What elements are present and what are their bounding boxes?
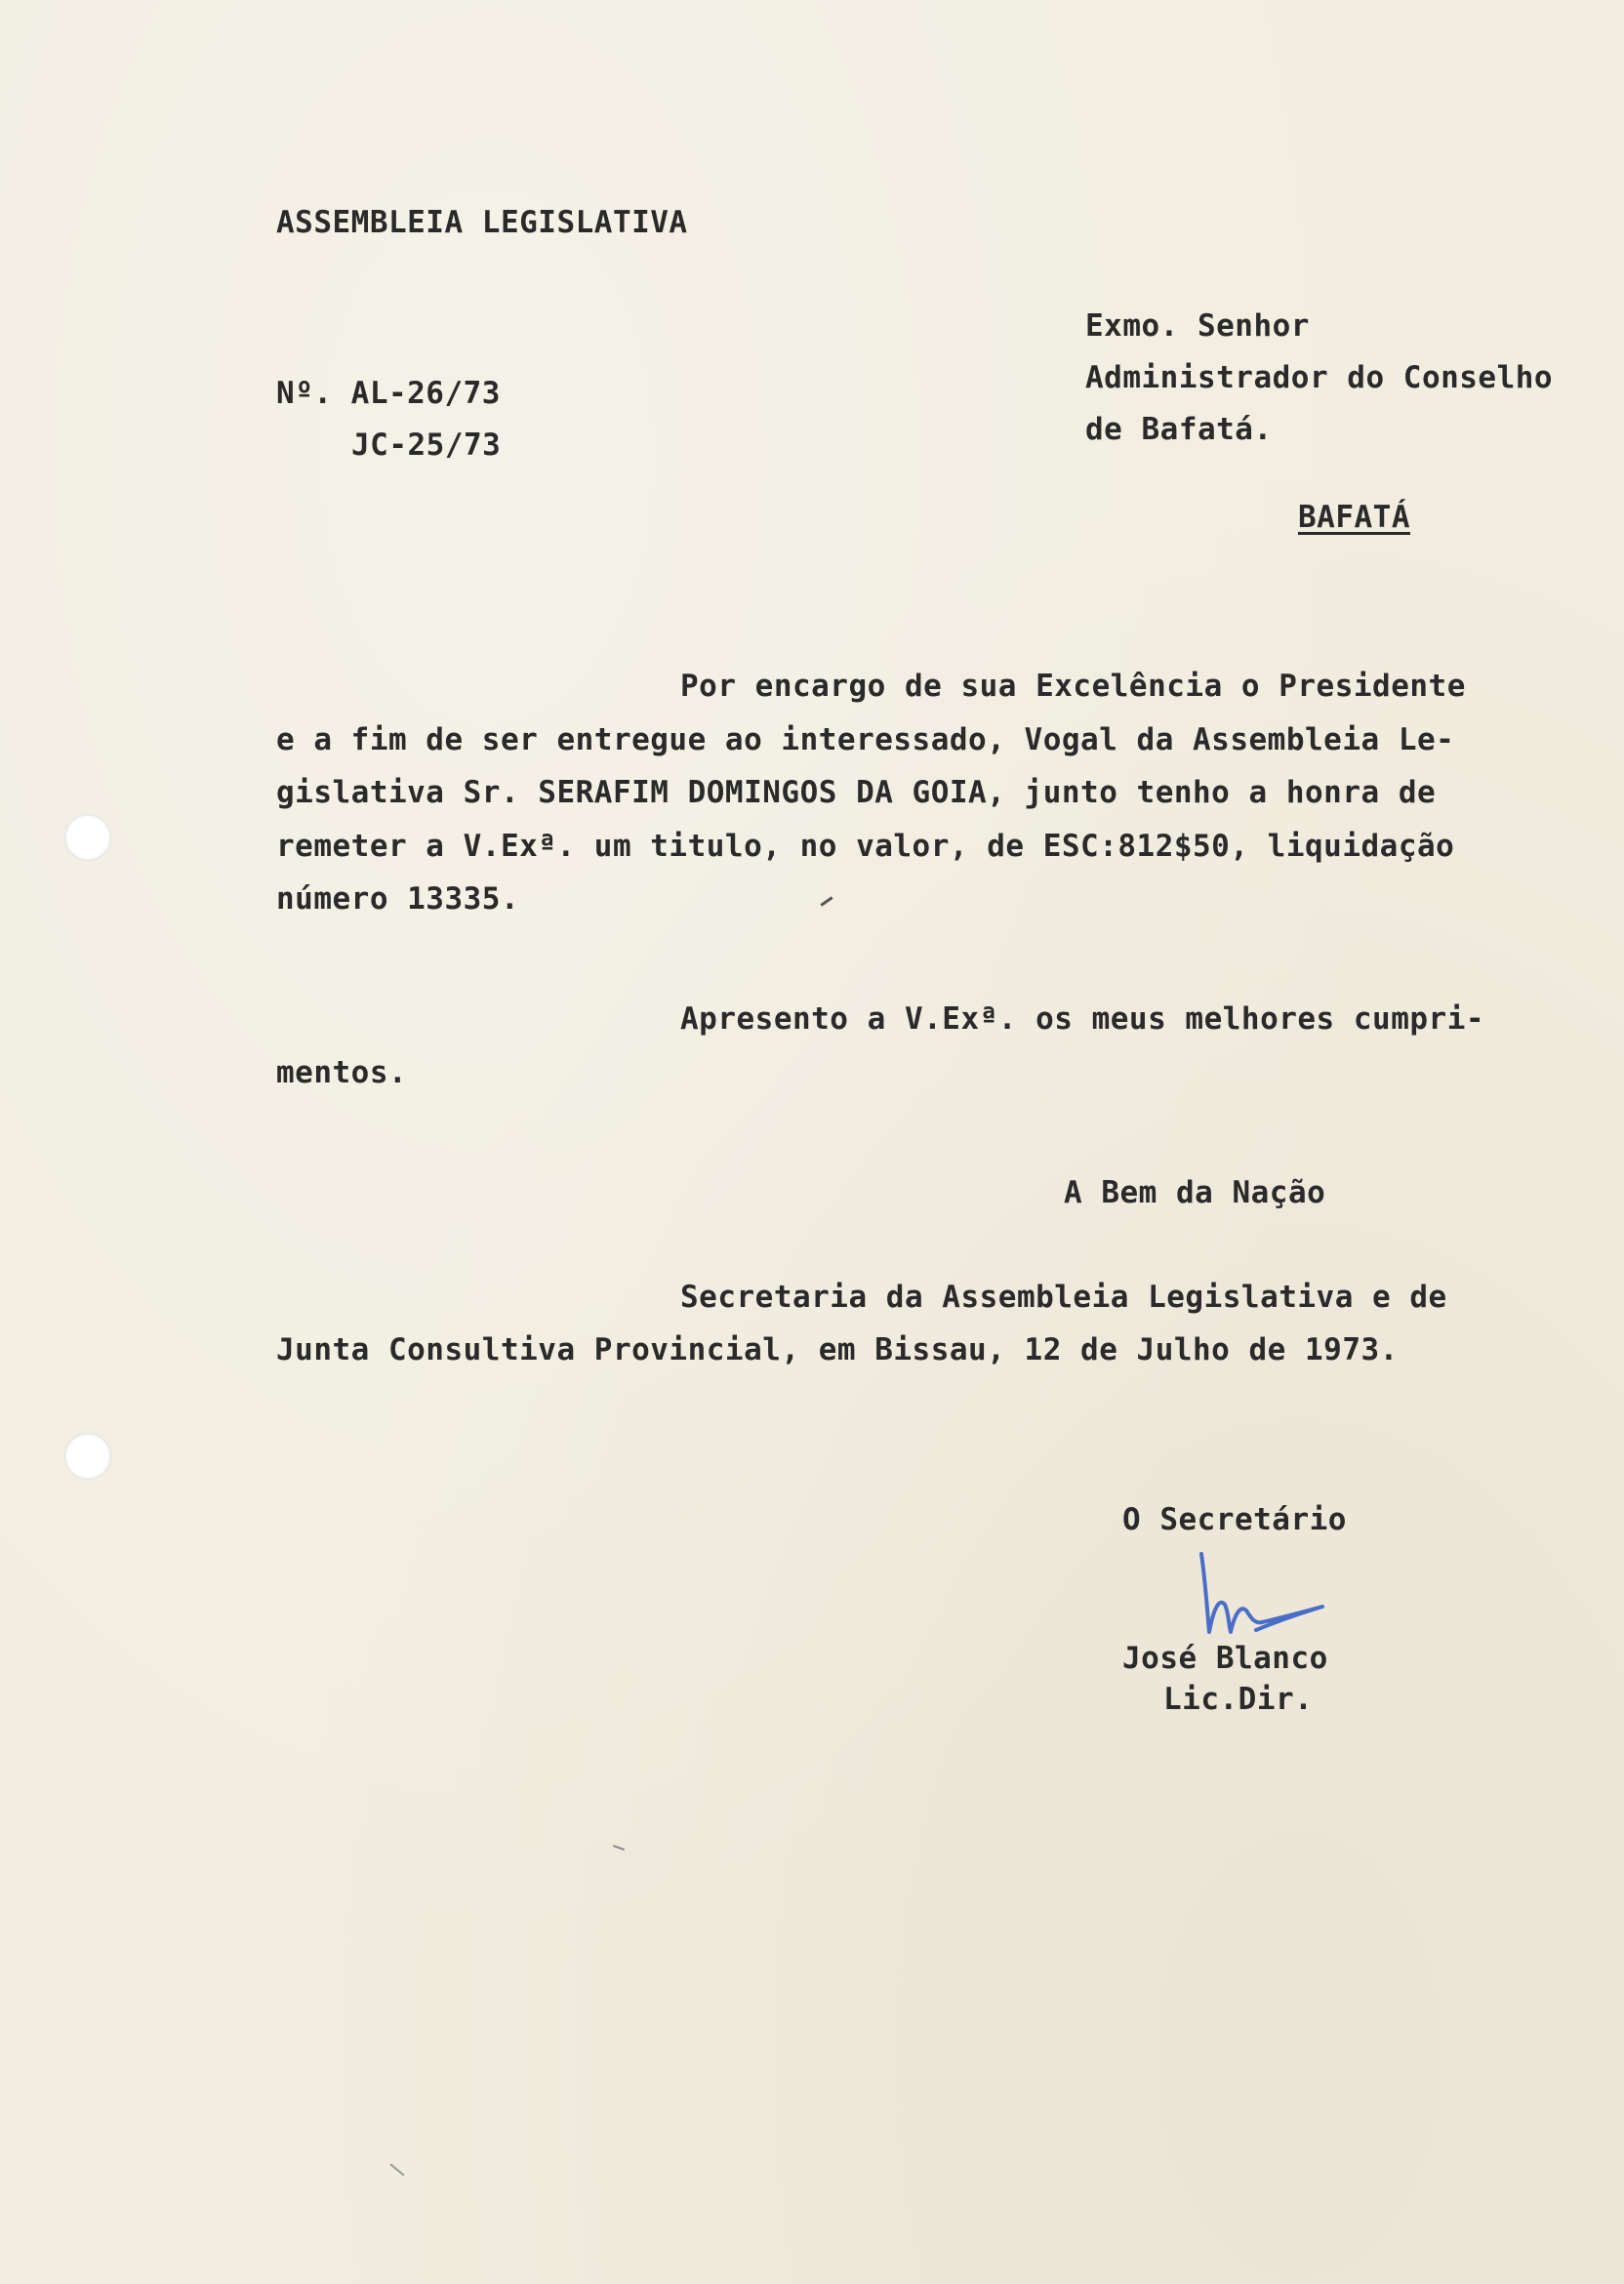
body-line: remeter a V.Exª. um titulo, no valor, de ESC:812$50, liquidação xyxy=(276,829,1455,864)
institution-heading: ASSEMBLEIA LEGISLATIVA xyxy=(276,205,688,240)
place-date-line: Junta Consultiva Provincial, em Bissau, 12 de Julho de 1973. xyxy=(276,1332,1399,1367)
reference-number-secondary: JC-25/73 xyxy=(351,428,502,463)
body-line: gislativa Sr. SERAFIM DOMINGOS DA GOIA, junto tenho a honra de xyxy=(276,775,1437,810)
recipient-salutation: Exmo. Senhor xyxy=(1085,308,1310,344)
recipient-place: de Bafatá. xyxy=(1085,412,1273,447)
closing-formula: A Bem da Nação xyxy=(1064,1175,1326,1210)
punch-hole-top xyxy=(64,814,111,861)
paper-mark xyxy=(820,896,832,906)
punch-hole-bottom xyxy=(64,1433,111,1480)
body-line: número 13335. xyxy=(276,881,520,917)
paper-mark xyxy=(389,2163,404,2176)
signatory-role: O Secretário xyxy=(1122,1502,1347,1537)
body-line: Apresento a V.Exª. os meus melhores cumpri- xyxy=(680,1001,1485,1037)
place-date-line: Secretaria da Assembleia Legislativa e de xyxy=(680,1280,1447,1315)
reference-number: Nº. AL-26/73 xyxy=(276,376,501,411)
body-line: Por encargo de sua Excelência o Presidente xyxy=(680,669,1466,704)
body-line: mentos. xyxy=(276,1055,408,1090)
paper-mark xyxy=(613,1845,625,1851)
recipient-city: BAFATÁ xyxy=(1298,500,1410,535)
signatory-name: José Blanco xyxy=(1122,1641,1328,1676)
handwritten-signature xyxy=(1186,1542,1332,1650)
signatory-credential: Lic.Dir. xyxy=(1163,1682,1314,1717)
body-line: e a fim de ser entregue ao interessado, Vogal da Assembleia Le- xyxy=(276,722,1455,757)
recipient-title: Administrador do Conselho xyxy=(1085,360,1554,395)
